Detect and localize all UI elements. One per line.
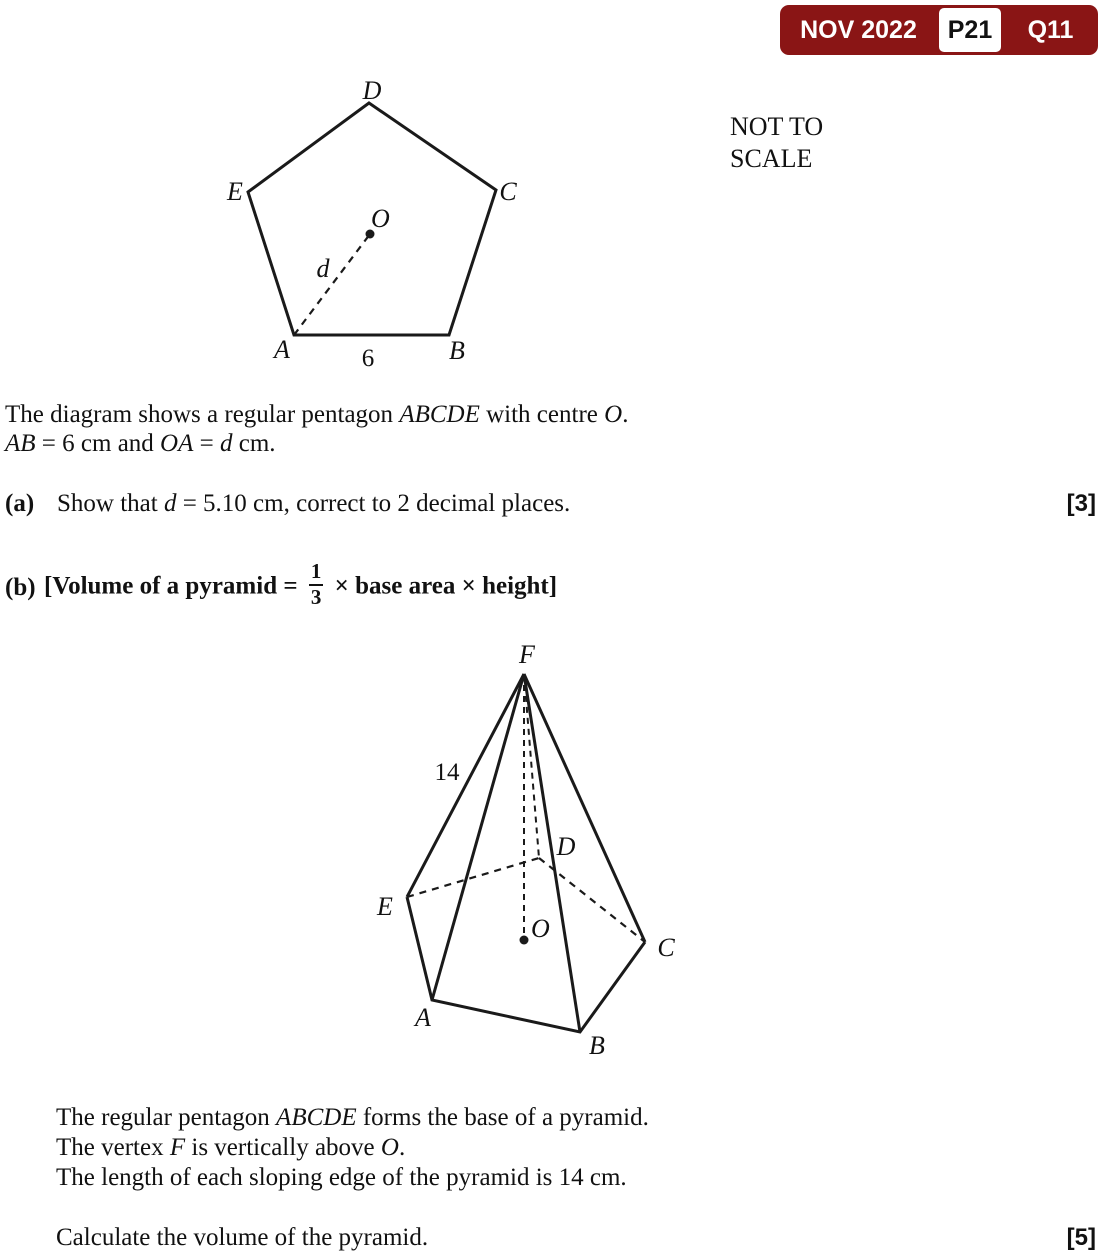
pyramid-label-a-vertex: A — [415, 1003, 431, 1032]
part-a-marks: [3] — [1066, 490, 1096, 517]
pentagon-label-d-vertex: D — [362, 76, 382, 105]
question-badge — [780, 5, 1098, 55]
pyramid-label-e-vertex: E — [377, 892, 393, 921]
pyramid-edge-fe — [407, 674, 524, 897]
pyramid-edge-fc — [524, 674, 645, 942]
final-instruction-row — [56, 1224, 1096, 1252]
pentagon-label-radius-d: d — [316, 254, 330, 283]
pyramid-edge-fa — [432, 674, 524, 1000]
pentagon-label-a-vertex: A — [274, 335, 290, 364]
badge-question: Q11 — [1027, 15, 1074, 44]
not-to-scale-line1: NOT TO — [730, 112, 824, 141]
radius-dashed-line — [294, 234, 370, 335]
fraction: $\frac{1}{3}$ — [310, 559, 322, 609]
not-to-scale-note — [730, 111, 823, 175]
part-b-row — [5, 561, 1096, 615]
pentagon-figure — [200, 70, 540, 380]
pyramid-edge-ed-dashed — [407, 858, 539, 897]
pyramid-label-apex-f: F — [519, 640, 535, 669]
part-b-formula: [Volume of a pyramid = $\frac{1}{3}$ × base area × height] — [44, 559, 558, 609]
intro-line-1: The diagram shows a regular pentagon ABCDE with centre O. — [5, 401, 629, 428]
pyramid-desc-line-1: The regular pentagon ABCDE forms the base of a pyramid. — [56, 1104, 649, 1131]
part-a-row — [5, 490, 1096, 518]
intro-line-2: AB = 6 cm and OA = d cm. — [5, 430, 276, 457]
pyramid-description-paragraph — [56, 1103, 649, 1193]
pyramid-label-c-vertex: C — [657, 933, 675, 962]
part-a-text: Show that d = 5.10 cm, correct to 2 decimal places. — [57, 490, 571, 517]
pyramid-desc-line-3: The length of each sloping edge of the pyramid is 14 cm. — [56, 1164, 627, 1191]
pyramid-slant-edge-length: 14 — [434, 759, 460, 786]
pyramid-label-d-vertex: D — [556, 832, 576, 861]
part-b-marks: [5] — [1066, 1224, 1096, 1251]
pentagon-label-e-vertex: E — [227, 177, 243, 206]
pyramid-label-centre-o: O — [531, 914, 550, 943]
pyramid-centre-dot — [520, 936, 529, 945]
pyramid-label-b-vertex: B — [589, 1031, 605, 1060]
pyramid-figure — [360, 630, 700, 1080]
pyramid-desc-line-2: The vertex F is vertically above O. — [56, 1134, 406, 1161]
pentagon-label-b-vertex: B — [449, 336, 465, 365]
pentagon-label-centre-o: O — [371, 204, 390, 233]
not-to-scale-line2: SCALE — [730, 144, 813, 173]
final-instruction-text: Calculate the volume of the pyramid. — [56, 1224, 429, 1251]
badge-session: NOV 2022 — [800, 15, 917, 44]
intro-paragraph — [5, 400, 628, 458]
pentagon-side-length: 6 — [361, 345, 375, 372]
part-b-label: (b) — [5, 574, 36, 601]
badge-paper: P21 — [939, 8, 1001, 52]
part-a-label: (a) — [5, 490, 35, 517]
pentagon-label-c-vertex: C — [499, 177, 517, 206]
